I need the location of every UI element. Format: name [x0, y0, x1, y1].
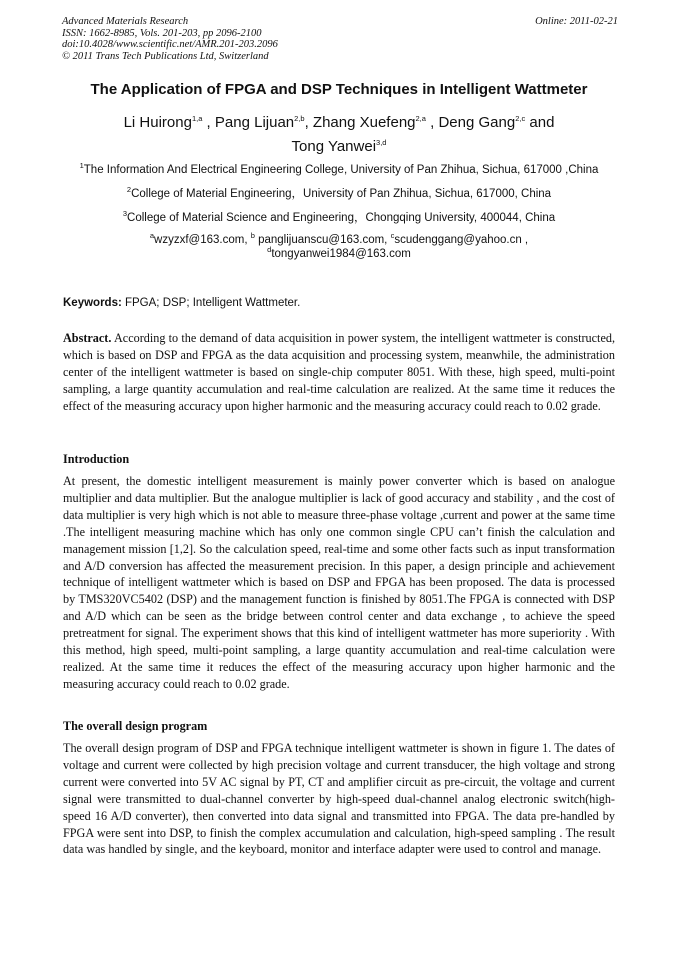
- abstract-text: According to the demand of data acquisition in power system, the intelligent wattmeter is constructed, which is based on DSP and FPGA as the data acquisition and processing system, meanwhile, the administration center of the intelligent wattmeter is based on single-chip computer 8051. With these, high speed, multi-point sampling, a large quantity accumulation and real-time calculation are realized. At the same time it reduces the effect of the measuring accuracy upon higher harmonic and the measuring accuracy could reach to 0.02 grade.: [63, 331, 615, 413]
- paper-title: The Application of FPGA and DSP Techniques in Intelligent Wattmeter: [90, 81, 588, 98]
- journal-header: [62, 16, 618, 62]
- affiliation: $^3$College of Material Science and Engineering，Chongqing University, 400044, China: [122, 209, 556, 224]
- copyright-line: © 2011 Trans Tech Publications Ltd, Switzerland: [62, 50, 269, 62]
- online-date: Online: 2011-02-21: [535, 16, 618, 27]
- author: Li Huirong$^{1,a}$ ,: [123, 114, 215, 131]
- doi-line: doi:10.4028/www.scientific.net/AMR.201-203.2096: [62, 39, 278, 50]
- author-list: [60, 111, 618, 159]
- author: Deng Gang$^{2,c}$ and: [438, 114, 555, 131]
- keywords: [63, 295, 619, 311]
- author: Pang Lijuan$^{2,b}$,: [214, 114, 313, 131]
- affiliation: $^2$College of Material Engineering，University of Pan Zhihua, Sichua, 617000, China: [126, 185, 552, 200]
- affiliations: [60, 163, 618, 261]
- section-heading-design: The overall design program: [63, 719, 208, 733]
- section-heading-introduction: Introduction: [63, 452, 130, 466]
- author: Tong Yanwei$^{3,d}$: [291, 138, 387, 155]
- abstract-label: Abstract.: [63, 331, 112, 345]
- abstract: [63, 330, 615, 415]
- design-paragraph: The overall design program of DSP and FPGA technique intelligent wattmeter is shown in figure 1. The dates of voltage and current were collected by high precision voltage and current transducer, the high voltage and strong current were converted into 5V AC signal by PT, CT and amplifier circuit as pre-circuit, the voltage and current signal were transmitted to dual-channel converter by high-speed dual-channel analog electronic switch(high-speed 16 A/D converter), then converted into data signal and transmitted into FPGA. The data pre-handled by FPGA were sent into DSP, to finish the complex accumulation and calculation, high-speed sampling . The result data was handled by single, and the keyboard, monitor and interface adapter were used to control and manage.: [63, 741, 615, 857]
- introduction-paragraph: At present, the domestic intelligent measurement is mainly power converter which is based on analogue multiplier and data multiplier. But the analogue multiplier is lack of good accuracy and stability , and the cost of data multiplier is very high which is not able to measure three-phase voltage ,current and power at the same time .The intelligent measuring machine which has only one common single CPU can’t finish the calculation and management mission [1,2]. So the calculation speed, real-time and some other facts such as input transformation and A/D conversion has affected the measurement precision. In this paper, a design principle and achievement technique of intelligent wattmeter which is based on DSP and FPGA has been proposed. The data is processed by TMS320VC5402 (DSP) and the management function is finished by 8051.The FPGA is connected with DSP and A/D which can be seen as the bridge between control center and data exchange , to achieve the speed pretreatment for signal. The experiment shows that this kind of intelligent wattmeter has more superiority . With this method, high speed, multi-point sampling, a large quantity accumulation and real-time calculation were realized. At the same time it reduces the effect of the measuring accuracy upon higher harmonic and the measuring accuracy could reach to 0.02 grade.: [63, 474, 615, 691]
- author: Zhang Xuefeng$^{2,a}$ ,: [312, 114, 439, 131]
- keywords-label: Keywords:: [63, 297, 122, 309]
- journal-name: Advanced Materials Research: [62, 16, 189, 27]
- affiliation: $^1$The Information And Electrical Engineering College, University of Pan Zhihua, Sichua, 617000 ,China: [79, 161, 599, 176]
- keywords-text: FPGA; DSP; Intelligent Wattmeter.: [121, 297, 301, 309]
- author-emails: $^a$wzyzxf@163.com, $^b$ panglijuanscu@163.com, $^c$scudenggang@yahoo.cn , $^d$tongyanwei1984@163.com: [149, 231, 529, 260]
- issn-line: ISSN: 1662-8985, Vols. 201-203, pp 2096-2100: [62, 27, 262, 39]
